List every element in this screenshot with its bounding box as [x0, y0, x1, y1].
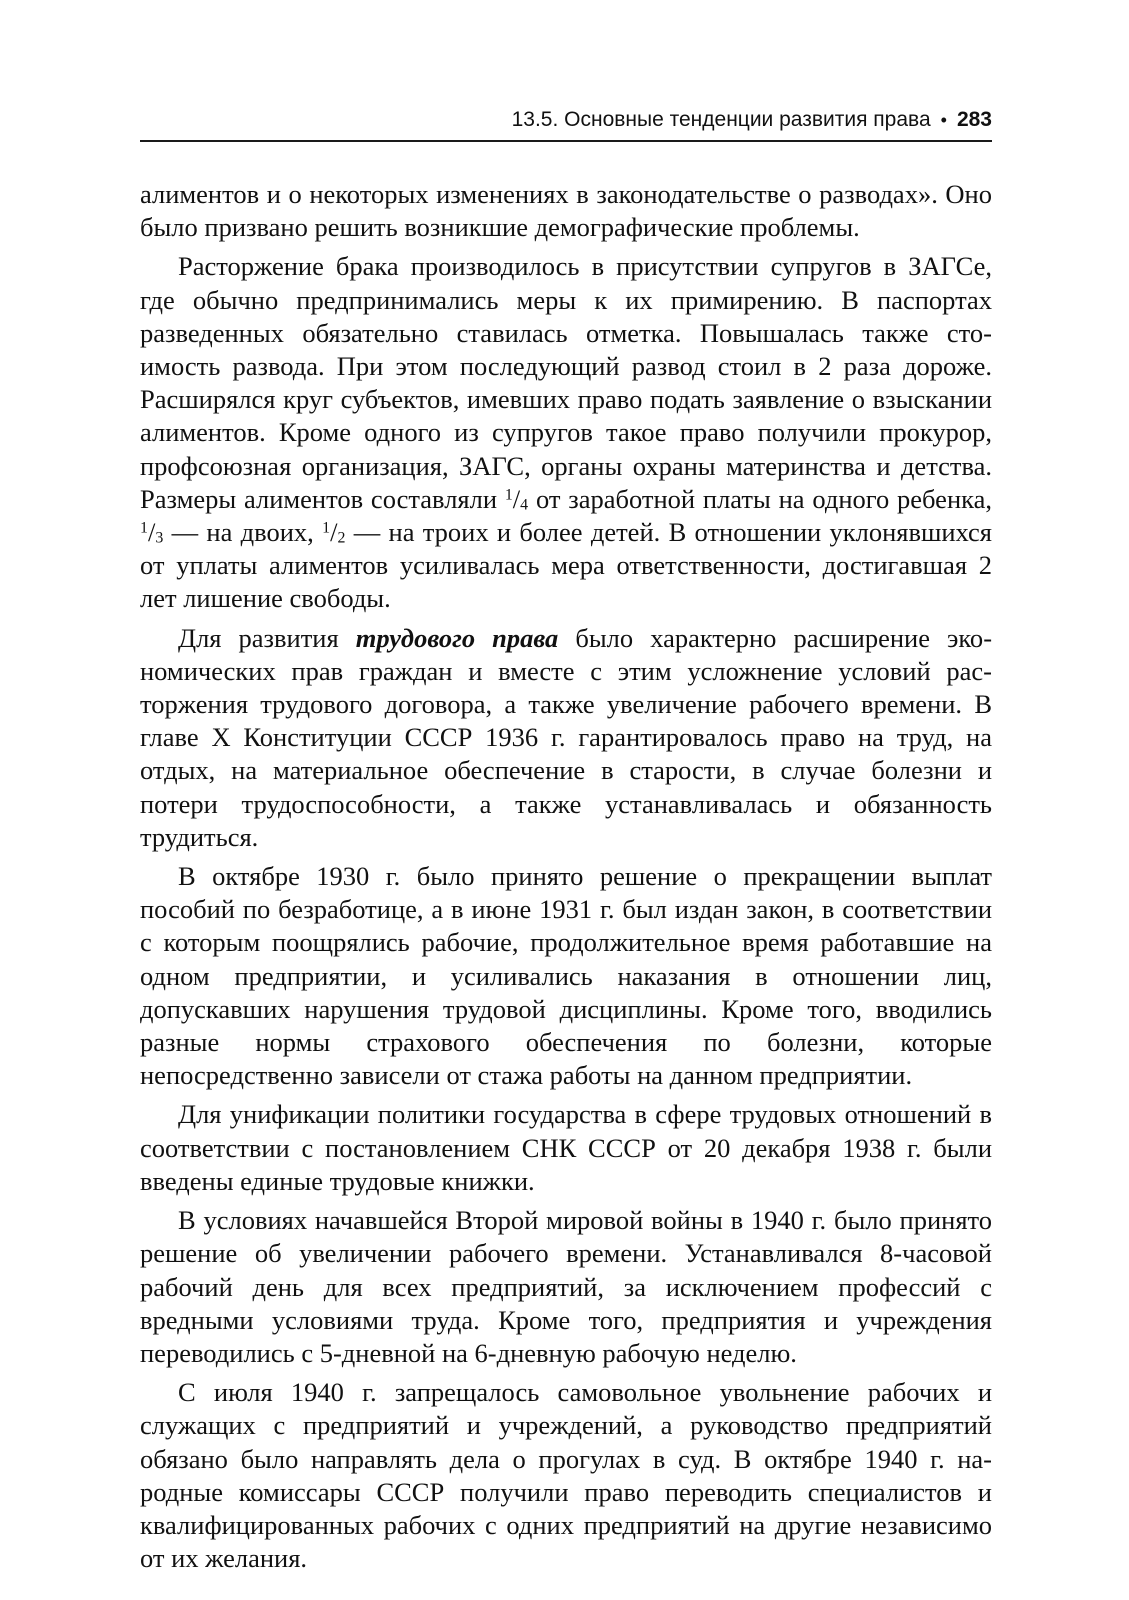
paragraph-2-part-3: — на двоих, — [171, 517, 314, 548]
running-header — [140, 100, 992, 142]
paragraph-4: В октябре 1930 г. было принято решение о прекращении выплат пособий по безработице, а в июне 1931 г. был издан закон, в соответствии с которым поощрялись рабочие, продолжительное время работавшие на одном предприятии, и усиливались наказания в отношении лиц, допускавших нарушения трудовой дисциплины. Кроме того, вводились разные нормы страхового обеспечения по болезни, которые непосредственно зависели от стажа работы на данном предприятии. — [140, 861, 992, 1091]
paragraph-3-part-1: Для развития — [178, 622, 339, 653]
fraction-one-third: $^1/_3$ — [140, 517, 164, 548]
emphasized-term: трудового права — [355, 622, 559, 653]
paragraph-2-part-4: — на троих и более детей. В отношении уклонявшихся от уплаты алиментов усиливалась мера ответственности, достигавшая 2 лет лишение свободы. — [140, 517, 992, 614]
page-number: 283 — [956, 108, 992, 131]
paragraph-5: Для унификации политики государства в сфере трудовых отношений в соответствии с постановлением СНК СССР от 20 декабря 1938 г. были введены единые трудовые книжки. — [140, 1099, 992, 1196]
paragraph-3-part-2: было характерно расширение экономических прав граждан и вместе с этим усложнение условий расторжения трудового договора, а также увеличение рабочего времени. В главе X Конституции СССР 1936 г. гарантировалось право на труд, на отдых, на материальное обеспечение в старости, в случае болезни и потери трудоспособности, а также устанавливалась и обязанность трудиться. — [140, 622, 993, 852]
paragraph-7: С июля 1940 г. запрещалось самовольное увольнение рабочих и служащих с предприятий и учреждений, а руководство предприятий обязано было направлять дела о прогулах в суд. В октябре 1940 г. народные комиссары СССР получили право переводить специалистов и квалифицированных рабочих с одних предприятий на другие независимо от их желания. — [140, 1377, 992, 1574]
section-title: 13.5. Основные тенденции развития права — [511, 108, 931, 131]
fraction-one-half: $^1/_2$ — [322, 517, 346, 548]
paragraph-6: В условиях начавшейся Второй мировой войны в 1940 г. было принято решение об увеличении рабочего времени. Устанавливался 8-часовой рабочий день для всех предприятий, за исключением профессий с вредными условиями труда. Кроме того, предприятия и учреждения переводились с 5-дневной на 6-дневную рабочую неделю. — [140, 1205, 992, 1368]
paragraph-2-part-1: Расторжение брака производилось в присутствии супругов в ЗАГСе, где обычно предпринимались меры к их примирению. В паспортах разведенных обязательно ставилась отметка. Повышалась также стоимость развода. При этом последующий развод стоил в 2 раза дороже. Расширялся круг субъектов, имевших право подать заявление о взыскании алиментов. Кроме одного из супругов такое право получили прокурор, профсоюзная организация, ЗАГС, органы охраны материнства и детства. Размеры алиментов составляли — [140, 251, 992, 514]
paragraph-3 — [140, 622, 992, 854]
header-separator: • — [940, 110, 947, 130]
paragraph-2-part-2: от заработной платы на одного ребенка, — [535, 483, 992, 514]
paragraph-1: алиментов и о некоторых изменениях в законодательстве о разводах». Оно было призвано решить возникшие демографические проблемы. — [140, 179, 992, 243]
fraction-one-quarter: $^1/_4$ — [504, 483, 529, 514]
paragraph-2 — [140, 250, 992, 615]
page-body — [140, 178, 992, 1581]
